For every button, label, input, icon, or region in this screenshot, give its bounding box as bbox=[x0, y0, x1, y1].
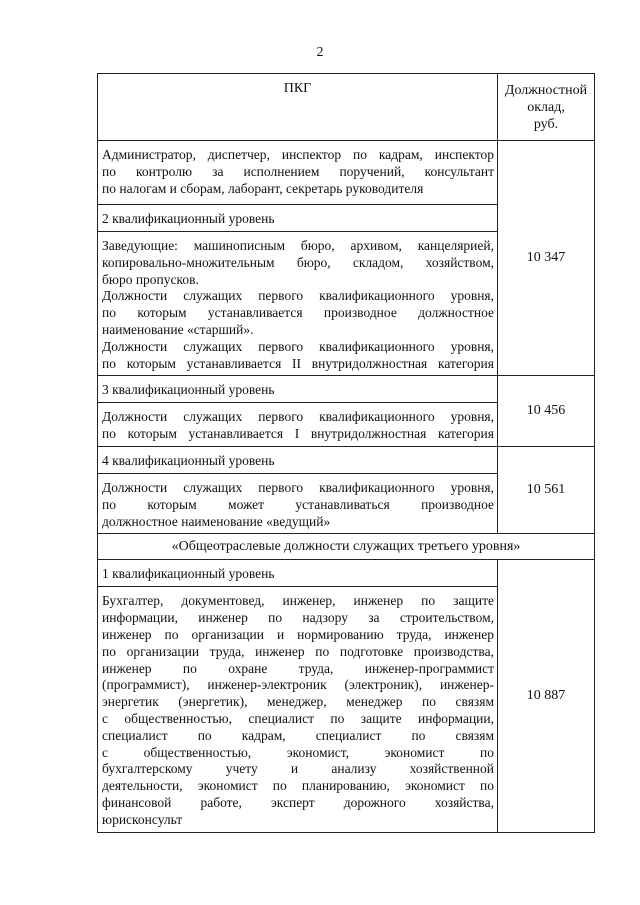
qualification-level-label: 2 квалификационный уровень bbox=[98, 205, 498, 232]
qualification-level-label: 3 квалификационный уровень bbox=[98, 376, 498, 403]
page-number: 2 bbox=[316, 45, 324, 60]
header-salary-line: руб. bbox=[533, 117, 559, 132]
text-line: энергетик (энергетик), менеджер, менеджер по связям bbox=[102, 694, 494, 710]
text-line: по контролю за исполнением поручений, консультант bbox=[102, 163, 494, 179]
position-list-cell bbox=[98, 473, 498, 533]
level-row bbox=[98, 560, 595, 587]
text-line: бухгалтерскому учету и анализу хозяйственной bbox=[102, 761, 494, 777]
header-salary bbox=[498, 74, 595, 141]
salary-cell bbox=[498, 446, 595, 533]
text-line: деятельности, экономист по планированию, экономист по bbox=[102, 778, 494, 794]
text-line: Должности служащих первого квалификационного уровня, bbox=[102, 479, 494, 495]
text-line: Должности служащих первого квалификационного уровня, bbox=[102, 409, 494, 425]
text-line: Администратор, диспетчер, инспектор по кадрам, инспектор bbox=[102, 147, 494, 162]
header-salary-line: Должностной bbox=[504, 83, 588, 98]
salary-table bbox=[97, 73, 595, 833]
header-pkg: ПКГ bbox=[98, 74, 498, 141]
qualification-level-label: 4 квалификационный уровень bbox=[98, 446, 498, 473]
text-line: Должности служащих первого квалификационного уровня, bbox=[102, 338, 494, 354]
header-salary-line: оклад, bbox=[527, 100, 565, 115]
text-line: Должности служащих первого квалификационного уровня, bbox=[102, 288, 494, 304]
table-row bbox=[98, 141, 595, 205]
salary-value: 10 887 bbox=[526, 687, 566, 703]
text-line: наименование «старший». bbox=[102, 321, 254, 337]
text-line: Заведующие: машинописным бюро, архивом, канцелярией, bbox=[102, 238, 494, 253]
text-line: по которым устанавливается производное должностное bbox=[102, 305, 494, 321]
text-line: должностное наименование «ведущий» bbox=[102, 513, 331, 529]
salary-value: 10 347 bbox=[526, 250, 566, 266]
text-line: с общественностью, специалист по защите информации, bbox=[102, 710, 494, 726]
header-row bbox=[98, 74, 595, 141]
section-heading: «Общеотраслевые должности служащих третьего уровня» bbox=[98, 534, 595, 560]
text-line: информации, инженер по надзору за строительством, bbox=[102, 610, 494, 626]
text-line: по налогам и сборам, лаборант, секретарь руководителя bbox=[102, 180, 424, 196]
salary-cell bbox=[498, 376, 595, 447]
position-list-cell bbox=[98, 141, 498, 205]
text-line: инженер по охране труда, инженер-программист bbox=[102, 660, 494, 676]
text-line: юрисконсульт bbox=[102, 811, 183, 827]
level-row bbox=[98, 376, 595, 403]
position-list-cell bbox=[98, 232, 498, 376]
text-line: по которым устанавливается II внутридолжностная категория bbox=[102, 355, 494, 371]
text-line: (программист), инженер-электроник (электроник), инженер- bbox=[102, 677, 494, 693]
text-line: бюро пропусков. bbox=[102, 271, 199, 287]
text-line: копировально-множительным бюро, складом, хозяйством, bbox=[102, 254, 494, 270]
text-line: специалист по кадрам, специалист по связям bbox=[102, 727, 494, 743]
position-list-cell bbox=[98, 587, 498, 832]
text-line: Бухгалтер, документовед, инженер, инженер по защите bbox=[102, 593, 494, 609]
salary-cell bbox=[498, 560, 595, 832]
text-line: по организации труда, инженер по подготовке производства, bbox=[102, 643, 494, 659]
text-line: финансовой работе, эксперт дорожного хозяйства, bbox=[102, 794, 494, 810]
salary-value: 10 456 bbox=[526, 403, 566, 419]
text-line: по которым может устанавливаться производное bbox=[102, 496, 494, 512]
level-row bbox=[98, 446, 595, 473]
section-row bbox=[98, 534, 595, 560]
salary-cell bbox=[498, 141, 595, 376]
salary-value: 10 561 bbox=[526, 482, 566, 498]
position-list-cell bbox=[98, 403, 498, 447]
text-line: с общественностью, экономист, экономист по bbox=[102, 744, 494, 760]
text-line: инженер по организации и нормированию труда, инженер bbox=[102, 626, 494, 642]
qualification-level-label: 1 квалификационный уровень bbox=[98, 560, 498, 587]
text-line: по которым устанавливается I внутридолжностная категория bbox=[102, 426, 494, 442]
